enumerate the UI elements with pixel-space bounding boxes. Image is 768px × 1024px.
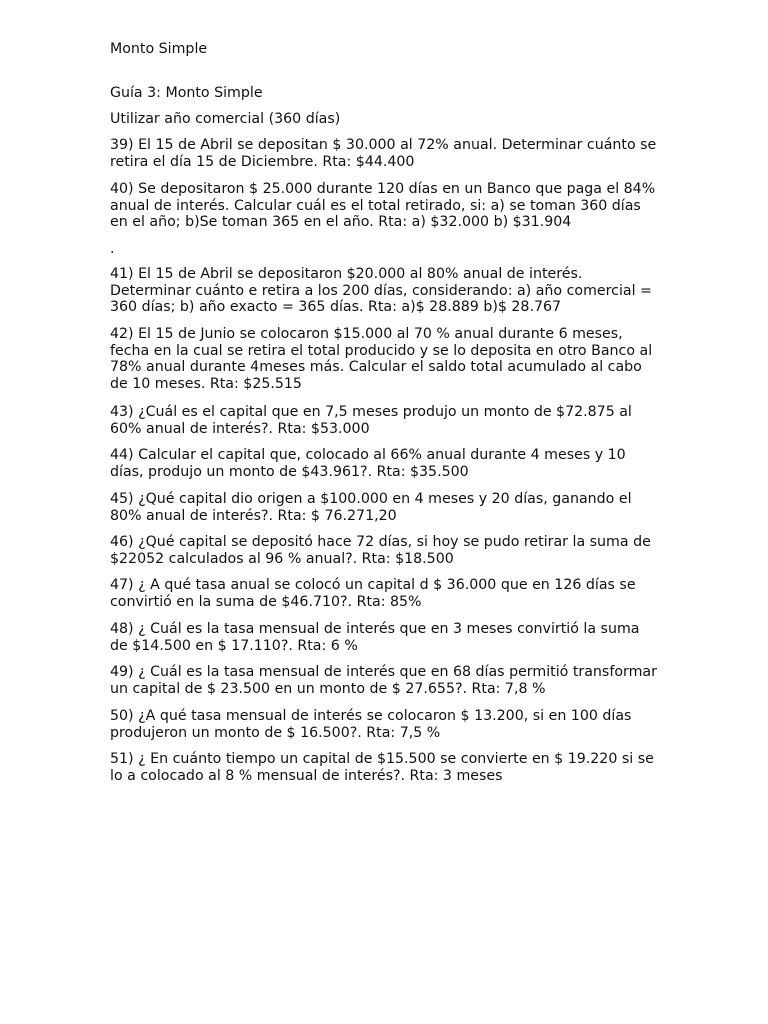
- problem-41: [110, 266, 665, 316]
- problem-46: [110, 534, 665, 567]
- problem-line: 43) ¿Cuál es el capital que en 7,5 meses produjo un monto de $72.875 al: [110, 404, 632, 420]
- problem-line: 40) Se depositaron $ 25.000 durante 120 días en un Banco que paga el 84%: [110, 181, 656, 197]
- document-subtitle: Utilizar año comercial (360 días): [110, 111, 341, 127]
- problem-43: [110, 404, 665, 437]
- problem-49: [110, 664, 665, 697]
- problem-47: [110, 577, 665, 610]
- problem-44: [110, 447, 665, 480]
- document-title: Guía 3: Monto Simple: [110, 85, 263, 101]
- problem-line: 39) El 15 de Abril se depositan $ 30.000 al 72% anual. Determinar cuánto se: [110, 137, 657, 153]
- problem-45: [110, 491, 665, 524]
- problem-line: 78% anual durante 4meses más. Calcular el saldo total acumulado al cabo: [110, 359, 642, 375]
- separator-line: .: [110, 241, 115, 257]
- problem-line: en el año; b)Se toman 365 en el año. Rta: a) $32.000 b) $31.904: [110, 214, 572, 230]
- document-header: Monto Simple: [110, 41, 208, 57]
- separator-dot: [110, 241, 665, 258]
- problem-line: produjeron un monto de $ 16.500?. Rta: 7,5 %: [110, 724, 441, 741]
- problem-line: 60% anual de interés?. Rta: $53.000: [110, 420, 370, 437]
- problem-51: [110, 751, 665, 784]
- problem-line: 46) ¿Qué capital se depositó hace 72 días, si hoy se pudo retirar la suma de: [110, 534, 651, 550]
- problem-line: de 10 meses. Rta: $25.515: [110, 375, 302, 392]
- problem-line: un capital de $ 23.500 en un monto de $ 27.655?. Rta: 7,8 %: [110, 680, 546, 697]
- problem-line: 47) ¿ A qué tasa anual se colocó un capital d $ 36.000 que en 126 días se: [110, 577, 636, 593]
- problem-line: 48) ¿ Cuál es la tasa mensual de interés que en 3 meses convirtió la suma: [110, 621, 640, 637]
- problem-line: 44) Calcular el capital que, colocado al 66% anual durante 4 meses y 10: [110, 447, 626, 463]
- problem-line: 360 días; b) año exacto = 365 días. Rta: a)$ 28.889 b)$ 28.767: [110, 299, 562, 315]
- problem-line: de $14.500 en $ 17.110?. Rta: 6 %: [110, 637, 358, 654]
- problem-line: $22052 calculados al 96 % anual?. Rta: $18.500: [110, 550, 454, 567]
- document-page: [110, 0, 670, 1024]
- problem-line: 42) El 15 de Junio se colocaron $15.000 al 70 % anual durante 6 meses,: [110, 326, 623, 342]
- problem-line: lo a colocado al 8 % mensual de interés?. Rta: 3 meses: [110, 767, 503, 784]
- problem-40: [110, 181, 665, 231]
- problem-line: días, produjo un monto de $43.961?. Rta: $35.500: [110, 463, 469, 480]
- problem-line: 50) ¿A qué tasa mensual de interés se colocaron $ 13.200, si en 100 días: [110, 708, 632, 724]
- problem-line: convirtió en la suma de $46.710?. Rta: 85%: [110, 593, 422, 610]
- problem-line: anual de interés. Calcular cuál es el total retirado, si: a) se toman 360 días: [110, 197, 641, 214]
- problem-line: Determinar cuánto e retira a los 200 días, considerando: a) año comercial =: [110, 282, 652, 299]
- problem-line: 41) El 15 de Abril se depositaron $20.000 al 80% anual de interés.: [110, 266, 583, 282]
- problem-line: fecha en la cual se retira el total producido y se lo deposita en otro Banco al: [110, 342, 653, 359]
- problem-39: [110, 137, 665, 170]
- problem-48: [110, 621, 665, 654]
- problem-line: 49) ¿ Cuál es la tasa mensual de interés que en 68 días permitió transformar: [110, 664, 657, 680]
- problem-line: 80% anual de interés?. Rta: $ 76.271,20: [110, 507, 397, 524]
- problem-50: [110, 708, 665, 741]
- problem-line: 45) ¿Qué capital dio origen a $100.000 en 4 meses y 20 días, ganando el: [110, 491, 632, 507]
- problem-42: [110, 326, 665, 392]
- problem-line: retira el día 15 de Diciembre. Rta: $44.400: [110, 153, 415, 170]
- problem-line: 51) ¿ En cuánto tiempo un capital de $15.500 se convierte en $ 19.220 si se: [110, 751, 654, 767]
